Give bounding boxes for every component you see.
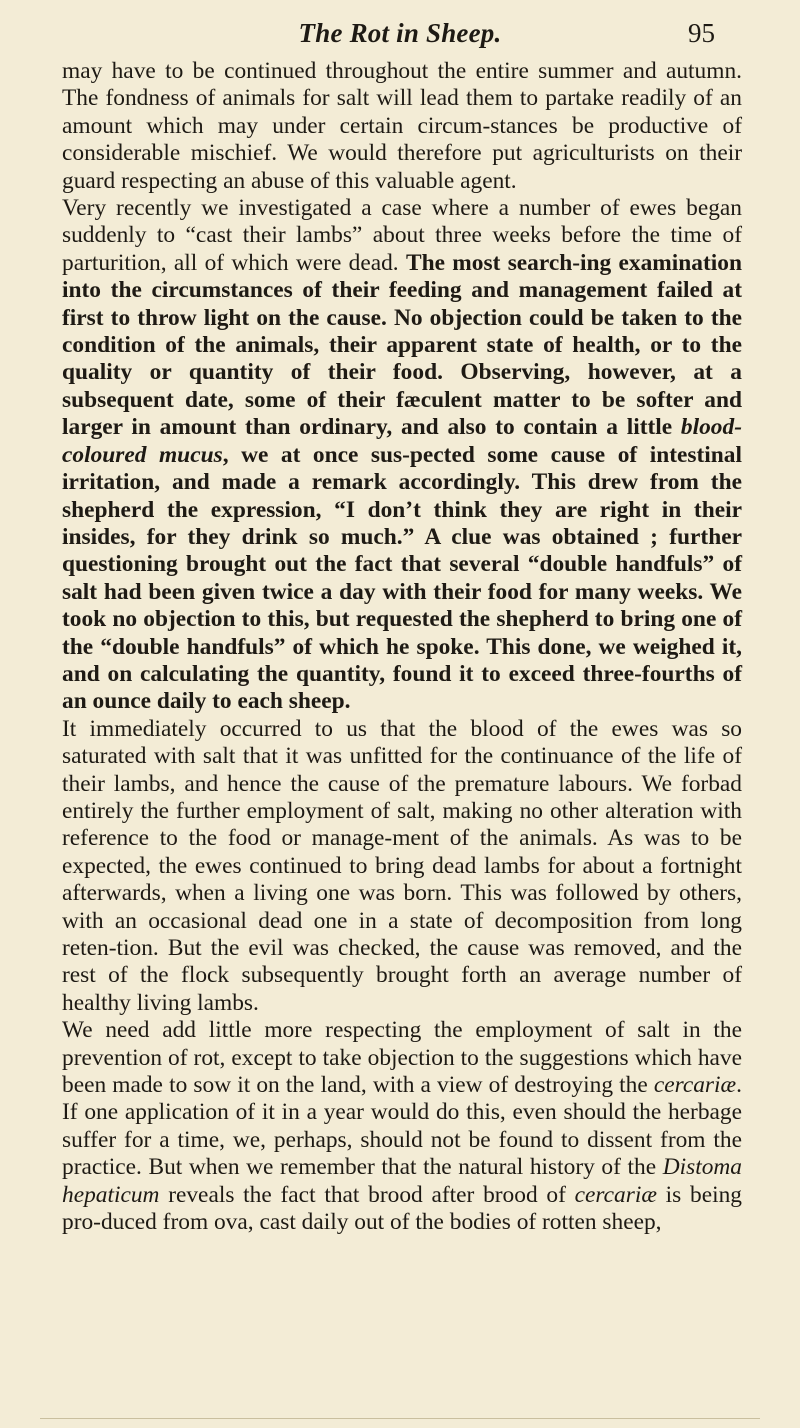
text-run: It immediately occurred to us that the blood of the ewes was so saturated with salt that it was unfitted for the continuance of the life of their lambs, and hence the cause of the premature labours. We forbad entirely the further employment of salt, making no other alteration with reference to the food or manage-ment of the animals. As was to be expected, the ewes continued to bring dead lambs for about a fortnight afterwards, when a living one was born. This was followed by others, with an occasional dead one in a state of decomposition from long reten-tion. But the evil was checked, the cause was removed, and the rest of the flock subsequently brought forth an average number of healthy living lambs.	[62, 715, 742, 1016]
text-run: cercariæ	[653, 1072, 737, 1099]
text-run: cercariæ	[574, 1181, 657, 1208]
running-head	[0, 14, 800, 54]
text-run: We need add little more respecting the employment of salt in the prevention of rot, except to take objection to the suggestions which have been made to sow it on the land, with a view of destroying the	[62, 1017, 742, 1099]
running-title: The Rot in Sheep.	[298, 18, 502, 48]
text-run: Very recently we investigated a case where a number of ewes began suddenly to “cast their lambs” about three weeks before the time of parturition, all of which were dead.	[62, 195, 742, 276]
text-run: may have to be continued throughout the entire summer and autumn. The fondness of animals for salt will lead them to partake readily of an amount which may under certain circum-stances be productive of considerable mischief. We would therefore put agriculturists on their guard respecting an abuse of this valuable agent.	[62, 58, 742, 194]
text-run: reveals the fact that brood after brood of	[159, 1181, 575, 1208]
paragraph-1	[62, 58, 742, 195]
text-run: . If one application of it in a year would do this, even should the herbage suffer for a time, we, perhaps, should not be found to dissent from the practice. But when we remember that the natural history of the	[62, 1072, 742, 1181]
text-run: blood-coloured mucus	[62, 414, 742, 468]
text-run: , we at once sus-pected some cause of intestinal irritation, and made a remark accordingly. This drew from the shepherd the expression, “I don’t think they are right in their insides, for they drink so much.” A clue was obtained ; further questioning brought out the fact that several “double handfuls” of salt had been given twice a day with their food for many weeks. We took no objection to this, but requested the shepherd to bring one of the “double handfuls” of which he spoke. This done, we weighed it, and on calculating the quantity, found it to exceed three-fourths of an ounce daily to each sheep.	[62, 441, 742, 715]
text-run: is being pro-duced from ova, cast daily out of the bodies of rotten sheep,	[62, 1181, 743, 1236]
text-run: Distoma hepaticum	[62, 1154, 742, 1208]
paragraph-3	[62, 716, 742, 1017]
page-number: 95	[688, 18, 715, 48]
page-bottom-rule	[40, 1418, 760, 1419]
paragraph-2	[62, 195, 742, 716]
text-run: The most search-ing examination into the circumstances of their feeding and management failed at first to throw light on the cause. No objection could be taken to the condition of the animals, their apparent state of health, or to the quality or quantity of their food. Observing, however, at a subsequent date, some of their fæculent matter to be softer and larger in amount than ordinary, and also to contain a little	[62, 249, 742, 441]
body-text	[62, 58, 742, 1236]
paragraph-4	[62, 1017, 742, 1236]
